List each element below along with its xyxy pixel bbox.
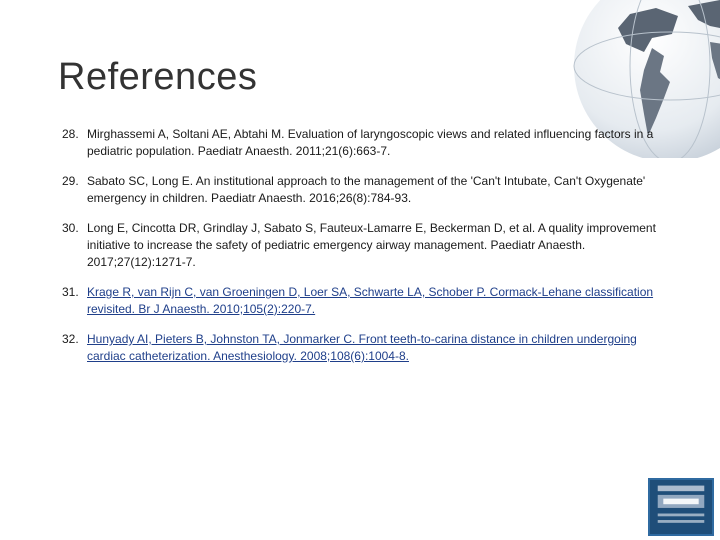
reference-number: 28.: [62, 127, 79, 141]
reference-link[interactable]: Hunyady AI, Pieters B, Johnston TA, Jonmarker C. Front teeth-to-carina distance in children undergoing cardiac catheterization. Anesthesiology. 2008;108(6):1004-8.: [87, 332, 637, 363]
page-title: References: [58, 56, 258, 98]
reference-number: 29.: [62, 174, 79, 188]
reference-item: [62, 284, 662, 318]
reference-number: 32.: [62, 332, 79, 346]
organization-logo: [648, 478, 714, 536]
reference-number: 30.: [62, 221, 79, 235]
reference-text: Long E, Cincotta DR, Grindlay J, Sabato S, Fauteux-Lamarre E, Beckerman D, et al. A quality improvement initiative to increase the safety of pediatric emergency airway management. Paediatr Anaesth. 2017;27(12):1271-7.: [87, 221, 656, 269]
reference-number: 31.: [62, 285, 79, 299]
reference-item: [62, 173, 662, 207]
reference-item: [62, 220, 662, 271]
reference-link[interactable]: Krage R, van Rijn C, van Groeningen D, Loer SA, Schwarte LA, Schober P. Cormack-Lehane classification revisited. Br J Anaesth. 2010;105(2):220-7.: [87, 285, 654, 316]
reference-text: Sabato SC, Long E. An institutional approach to the management of the 'Can't Intubate, Can't Oxygenate' emergency in children. Paediatr Anaesth. 2016;26(8):784-93.: [87, 174, 646, 205]
reference-item: [62, 331, 662, 365]
reference-list: [62, 126, 662, 378]
reference-text: Mirghassemi A, Soltani AE, Abtahi M. Evaluation of laryngoscopic views and related influencing factors in a pediatric population. Paediatr Anaesth. 2011;21(6):663-7.: [87, 127, 654, 158]
reference-item: [62, 126, 662, 160]
